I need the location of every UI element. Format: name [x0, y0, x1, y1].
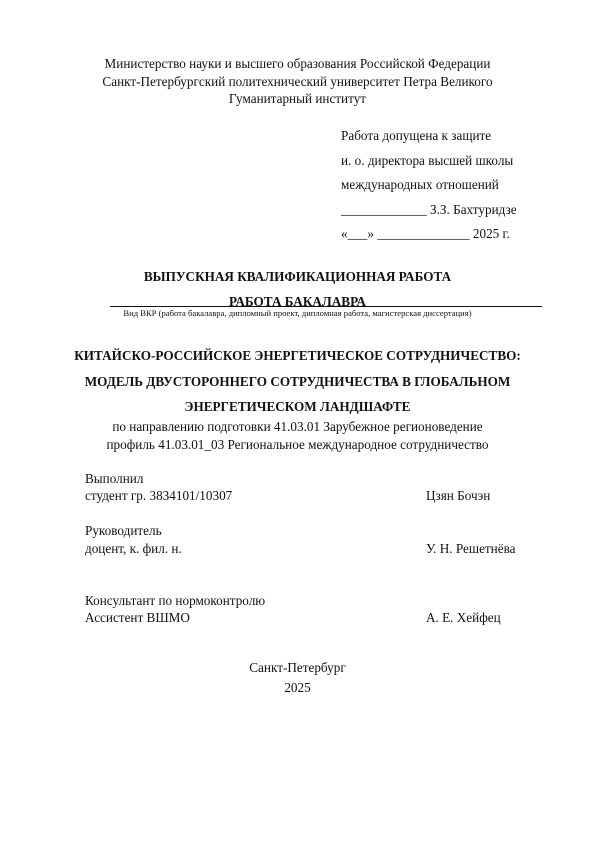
study-direction: [0, 418, 595, 453]
approval-date: «___» ______________ 2025 г.: [341, 226, 510, 242]
author-name: Цзян Бочэн: [426, 488, 491, 503]
approval-line-3: международных отношений: [341, 177, 499, 193]
vkr-title: ВЫПУСКНАЯ КВАЛИФИКАЦИОННАЯ РАБОТА: [143, 269, 452, 284]
vkr-type: РАБОТА БАКАЛАВРА: [229, 294, 366, 309]
topic-line-1: КИТАЙСКО-РОССИЙСКОЕ ЭНЕРГЕТИЧЕСКОЕ СОТРУДНИЧЕСТВО:: [74, 348, 521, 363]
city: Санкт-Петербург: [249, 660, 346, 675]
approval-line-2: и. о. директора высшей школы: [341, 152, 514, 168]
topic-line-3: ЭНЕРГЕТИЧЕСКОМ ЛАНДШАФТЕ: [184, 399, 411, 414]
direction-line: по направлению подготовки 41.03.01 Зарубежное регионоведение: [112, 419, 483, 434]
approval-block: [341, 124, 517, 247]
approval-line-1: Работа допущена к защите: [341, 128, 492, 143]
topic-line-2: МОДЕЛЬ ДВУСТОРОННЕГО СОТРУДНИЧЕСТВА В ГЛОБАЛЬНОМ: [84, 373, 511, 389]
author-role: Выполнил: [85, 471, 144, 486]
title-page-header: [0, 55, 595, 108]
title-page-footer: [0, 658, 595, 697]
consultant-name: А. Е. Хейфец: [426, 610, 501, 625]
supervisor-position: доцент, к. фил. н.: [85, 541, 182, 556]
profile-line: профиль 41.03.01_03 Региональное международное сотрудничество: [106, 436, 489, 452]
ministry-name: Министерство науки и высшего образования Российской Федерации: [104, 56, 491, 71]
university-name: Санкт-Петербургский политехнический университет Петра Великого: [102, 73, 493, 89]
vkr-type-underline: [110, 306, 542, 307]
consultant-role: Консультант по нормоконтролю: [85, 593, 266, 608]
approval-signature: _____________ З.З. Бахтуридзе: [341, 201, 517, 217]
supervisor-role: Руководитель: [85, 523, 162, 538]
institute-name: Гуманитарный институт: [228, 91, 367, 106]
author-position: студент гр. 3834101/10307: [85, 488, 233, 503]
consultant-position: Ассистент ВШМО: [85, 610, 190, 625]
year: 2025: [284, 679, 311, 695]
vkr-type-caption: Вид ВКР (работа бакалавра, дипломный проект, дипломная работа, магистерская диссертация): [123, 308, 472, 318]
supervisor-name: У. Н. Решетнёва: [426, 541, 516, 556]
thesis-topic: [0, 343, 595, 420]
